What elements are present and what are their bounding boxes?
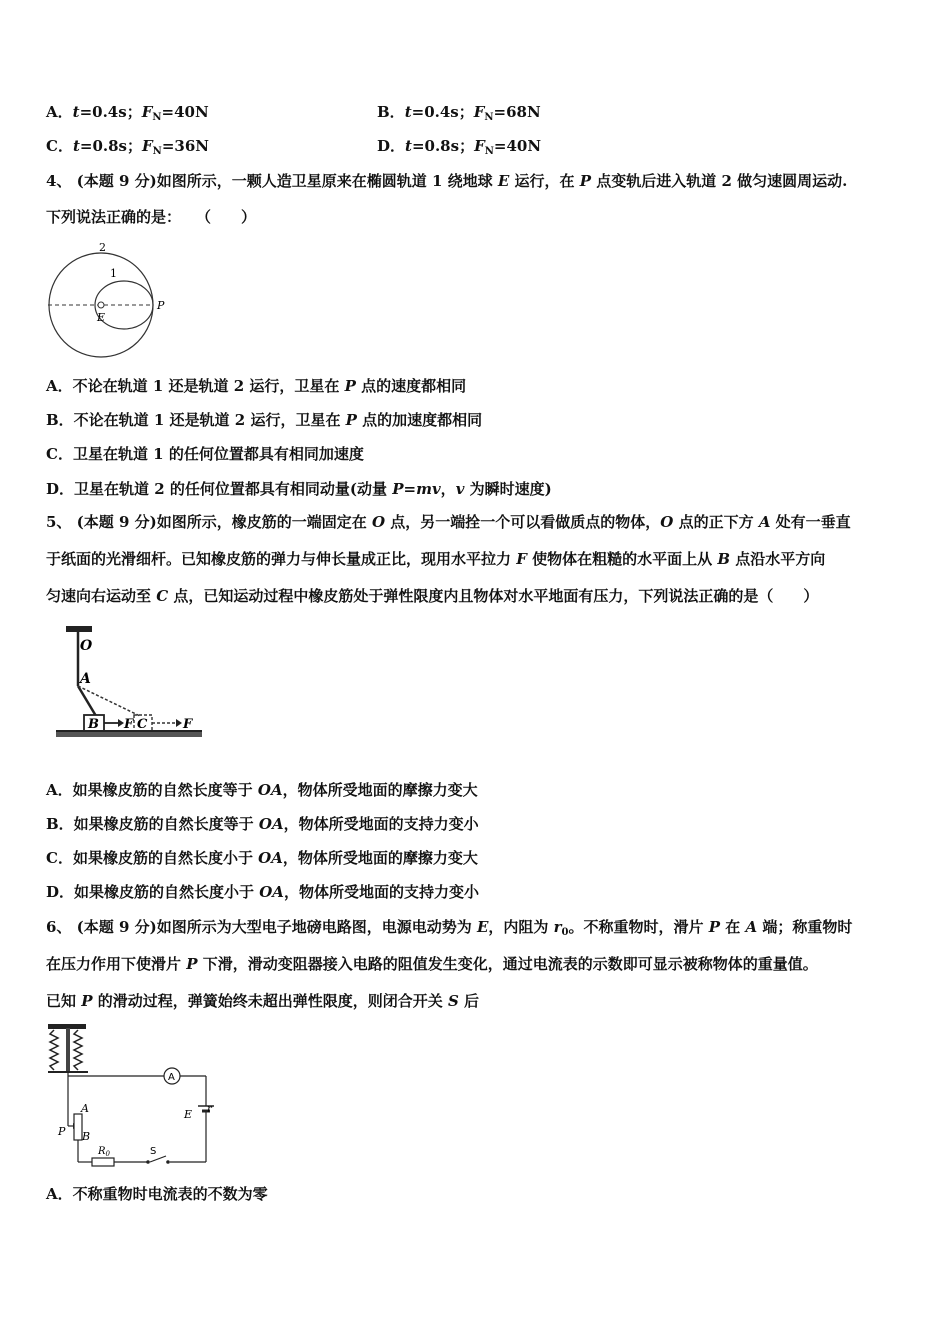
q5-option-c (46, 848, 478, 868)
switch-contact-right (166, 1160, 170, 1164)
var-f: F (516, 550, 527, 568)
label-s: S (150, 1146, 157, 1157)
text: C．卫星在轨道 1 的任何位置都具有相同加速度 (46, 445, 364, 463)
q5-option-d (46, 882, 479, 902)
label-f1: F (124, 717, 134, 732)
q3-option-b (377, 102, 541, 128)
label-orbit-2: 2 (99, 241, 106, 254)
text: 点的正下方 (673, 513, 759, 531)
label-r0 (97, 1146, 111, 1158)
label-a: A (80, 671, 91, 687)
f-value: =68N (493, 103, 541, 121)
f-value: =40N (161, 103, 209, 121)
text: D．卫星在轨道 2 的任何位置都具有相同动量(动量 (46, 480, 393, 498)
var-p: P (579, 172, 592, 190)
subscript-0: 0 (561, 927, 569, 938)
var-e: E (476, 918, 489, 936)
f-value: =40N (493, 137, 542, 155)
option-letter: C． (46, 137, 73, 155)
q5-stem-line3 (46, 586, 818, 606)
text: 点沿水平方向 (730, 550, 826, 568)
subscript-n: N (152, 112, 162, 123)
text: B．如果橡皮筋的自然长度等于 (46, 815, 259, 833)
text: = (403, 480, 417, 498)
text: 匀速向右运动至 (46, 587, 157, 605)
text: 处有一垂直 (770, 513, 851, 531)
var-p: P (186, 955, 198, 973)
label-f2: F (183, 717, 193, 732)
text: 在压力作用下使滑片 (46, 955, 187, 973)
text: C．如果橡皮筋的自然长度小于 (46, 849, 259, 867)
var-f: F (142, 137, 153, 155)
q3-option-d (377, 136, 541, 162)
ground-hatch (56, 732, 202, 737)
rheostat (74, 1114, 82, 1140)
text: 使物体在粗糙的水平面上从 (526, 550, 718, 568)
option-letter: D． (377, 137, 406, 155)
q6-stem-line3 (46, 991, 479, 1011)
text: 点的速度都相同 (355, 377, 467, 395)
text: D．如果橡皮筋的自然长度小于 (46, 883, 260, 901)
text: 运行，在 (509, 172, 580, 190)
label-p: P (157, 299, 165, 312)
label-orbit-1: 1 (110, 267, 117, 280)
label-b: B (82, 1130, 91, 1143)
text: 端；称重物时 (757, 918, 853, 936)
arrow-f2-head (176, 719, 182, 727)
q5-stem-line1 (46, 512, 851, 532)
var-o: O (371, 513, 386, 531)
circuit-diagram (44, 1022, 216, 1170)
text: ，物体所受地面的支持力变小 (283, 883, 479, 901)
q4-option-c (46, 444, 364, 464)
resistor-r0 (92, 1158, 114, 1166)
q6-stem-line1 (46, 917, 852, 943)
option-letter: A． (46, 103, 73, 121)
text: 为瞬时速度) (464, 480, 552, 498)
q4-option-b (46, 410, 482, 430)
text: ，物体所受地面的摩擦力变大 (282, 781, 478, 799)
var-t: t (72, 137, 80, 155)
f-value: =36N (161, 137, 209, 155)
orbit-diagram (44, 238, 184, 360)
t-value: =0.4s； (79, 103, 142, 121)
text: B．不论在轨道 1 还是轨道 2 运行，卫星在 (46, 411, 346, 429)
var-p: P (708, 918, 721, 936)
text: 。不称重物时，滑片 (568, 918, 709, 936)
text: ， (440, 480, 456, 498)
var-a: A (758, 513, 771, 531)
q4-stem-line2 (46, 207, 256, 227)
var-a: A (745, 918, 758, 936)
text: 后 (458, 992, 480, 1010)
label-r0-sub: 0 (105, 1150, 110, 1158)
label-e: E (97, 311, 106, 324)
q5-stem-line2 (46, 549, 825, 569)
text: 已知 (46, 992, 82, 1010)
var-oa: OA (259, 883, 284, 901)
var-oa: OA (258, 849, 283, 867)
var-r: r (553, 918, 562, 936)
label-r0-main: R (98, 1146, 106, 1157)
label-e: E (184, 1108, 193, 1121)
q3-option-a (46, 102, 209, 128)
center-rod (66, 1028, 70, 1072)
var-t: t (405, 137, 412, 155)
q4-orbit-figure (44, 238, 184, 360)
label-r: r (207, 1104, 212, 1115)
text: ，内阻为 (488, 918, 554, 936)
q4-option-a (46, 376, 466, 396)
var-p: P (81, 992, 93, 1010)
rubber-band-diagram (44, 622, 206, 746)
subscript-n: N (484, 112, 494, 123)
t-value: =0.4s； (411, 103, 474, 121)
label-p: P (58, 1125, 66, 1138)
subscript-n: N (484, 146, 494, 157)
text: 点，另一端拴一个可以看做质点的物体， (385, 513, 661, 531)
q6-stem-line2 (46, 954, 818, 974)
text: 于纸面的光滑细杆。已知橡皮筋的弹力与伸长量成正比，现用水平拉力 (46, 550, 517, 568)
var-s: S (447, 992, 459, 1010)
var-v: v (455, 480, 465, 498)
text: A．不论在轨道 1 还是轨道 2 运行，卫星在 (46, 377, 345, 395)
spring-left (50, 1030, 58, 1070)
ceiling-support (66, 626, 92, 632)
text: 4、 (本题 9 分)如图所示，一颗人造卫星原来在椭圆轨道 1 绕地球 (46, 172, 498, 190)
label-o: O (80, 638, 93, 654)
q3-option-c (46, 136, 209, 162)
subscript-n: N (152, 146, 162, 157)
var-t: t (72, 103, 80, 121)
text: 点，已知运动过程中橡皮筋处于弹性限度内且物体对水平地面有压力，下列说法正确的是（ ） (168, 587, 819, 605)
text: A．不称重物时电流表的不数为零 (46, 1185, 268, 1203)
text: 在 (720, 918, 746, 936)
q6-option-a (46, 1184, 268, 1204)
var-b: B (717, 550, 731, 568)
var-f: F (473, 103, 485, 121)
text: 6、 (本题 9 分)如图所示为大型电子地磅电路图，电源电动势为 (46, 918, 477, 936)
q6-circuit-figure (44, 1022, 216, 1170)
text: 点的加速度都相同 (356, 411, 483, 429)
q4-option-d (46, 479, 552, 499)
var-oa: OA (258, 815, 284, 833)
t-value: =0.8s； (79, 137, 143, 155)
q5-option-a (46, 780, 478, 800)
var-e: E (497, 172, 510, 190)
q4-stem-line1 (46, 171, 847, 191)
text: ，物体所受地面的摩擦力变大 (282, 849, 478, 867)
earth-dot (98, 302, 104, 308)
label-c: C (137, 717, 148, 732)
spring-right (74, 1030, 82, 1070)
var-oa: OA (257, 781, 283, 799)
q5-rubber-band-figure (44, 622, 206, 746)
text: 5、 (本题 9 分)如图所示，橡皮筋的一端固定在 (46, 513, 372, 531)
var-mv: mv (416, 480, 441, 498)
var-p: P (344, 377, 356, 395)
text: 下列说法正确的是： （ ） (46, 208, 257, 226)
label-ammeter: A (168, 1072, 175, 1083)
text: 的滑动过程，弹簧始终未超出弹性限度，则闭合开关 (92, 992, 448, 1010)
var-c: C (156, 587, 169, 605)
var-p: P (345, 411, 357, 429)
label-a: A (81, 1102, 89, 1115)
text: ，物体所受地面的支持力变小 (283, 815, 479, 833)
var-t: t (404, 103, 412, 121)
q5-option-b (46, 814, 479, 834)
var-f: F (141, 103, 153, 121)
var-f: F (474, 137, 485, 155)
t-value: =0.8s； (411, 137, 475, 155)
text: 点变轨后进入轨道 2 做匀速圆周运动. (591, 172, 848, 190)
option-letter: B． (377, 103, 405, 121)
var-p: P (392, 480, 404, 498)
text: A．如果橡皮筋的自然长度等于 (46, 781, 258, 799)
text: 下滑，滑动变阻器接入电路的阻值发生变化，通过电流表的示数即可显示被称物体的重量值。 (197, 955, 818, 973)
var-o: O (660, 513, 674, 531)
label-b: B (88, 717, 99, 732)
